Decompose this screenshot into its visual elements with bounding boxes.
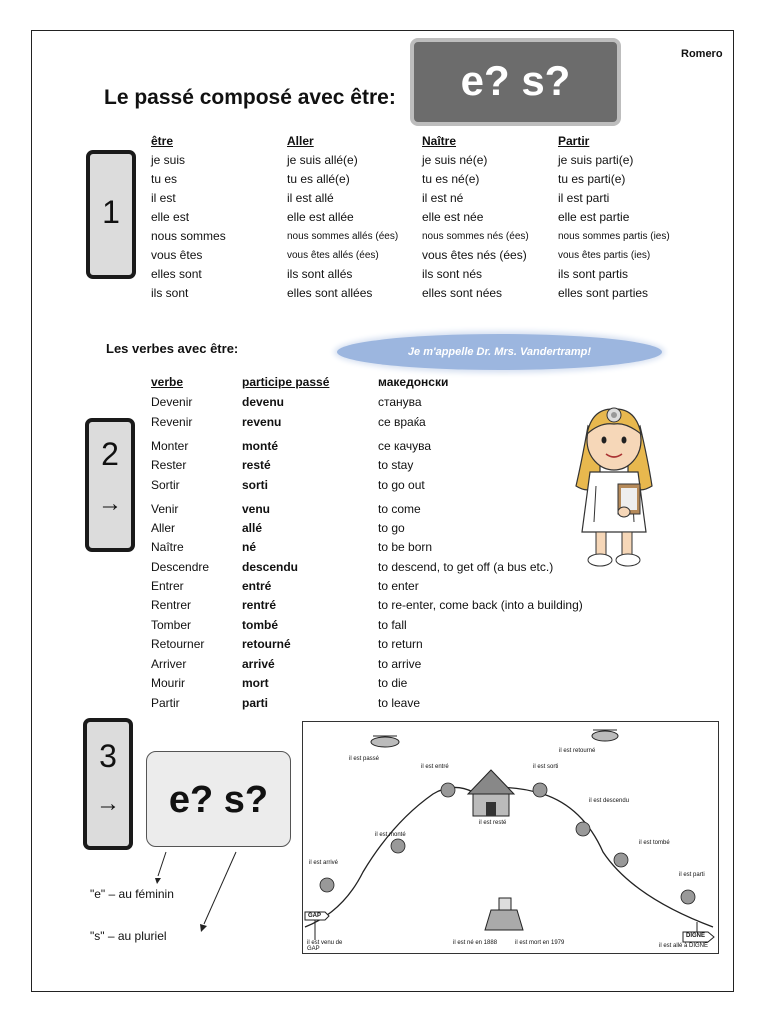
verb-translation: to enter [378,579,419,593]
es-small-box: e? s? [146,751,291,847]
verb-translation: to stay [378,458,414,472]
arrow-icon: → [98,490,122,517]
conjugation-column [151,132,226,303]
conjugation-row: vous êtes partis (ies) [558,250,651,261]
verb-infinitive: Aller [151,521,176,535]
label-monte: il est monté [375,832,406,838]
verb-translation: to be born [378,540,433,554]
verb-translation: to go out [378,478,425,492]
label-ne: il est né en 1888 [453,940,498,946]
verb-translation: станува [378,395,422,409]
mountain-diagram [302,721,719,954]
conjugation-row: tu es né(e) [422,172,480,186]
conjugation-row: elles sont [151,267,202,281]
label-passe: il est passé [349,756,380,762]
label-sorti: il est sorti [533,764,559,770]
conjugation-row: elle est partie [558,210,630,224]
verb-table-header: verbe [151,375,184,389]
conjugation-row: tu es parti(e) [558,172,626,186]
verb-infinitive: Partir [151,696,180,710]
mnemonic-bubble: Je m'appelle Dr. Mrs. Vandertramp! [337,334,662,370]
conjugation-row: elles sont parties [558,286,649,300]
verb-infinitive: Retourner [151,637,205,651]
verb-participle: né [242,540,257,554]
conjugation-row: elles sont nées [422,286,503,300]
verb-infinitive: Descendre [151,560,210,574]
verb-infinitive: Venir [151,502,179,516]
nurse-illustration [566,400,662,572]
conjugation-row: ils sont partis [558,267,629,281]
verb-participle: parti [242,696,269,710]
conjugation-row: je suis né(e) [422,153,488,167]
verb-participle: arrivé [242,657,275,671]
verb-participle: mort [242,676,269,690]
verb-translation: to arrive [378,657,422,671]
verb-infinitive: Monter [151,439,189,453]
label-alle: il est allé à DIGNE [659,943,709,949]
verb-infinitive: Arriver [151,657,187,671]
verb-translation: to re-enter, come back (into a building) [378,598,583,612]
conjugation-row: elle est née [422,210,484,224]
verb-participle: resté [242,458,271,472]
verb-participle: monté [242,439,278,453]
conjugation-row: ils sont [151,286,189,300]
verb-participle: allé [242,521,263,535]
conjugation-header: Partir [558,134,590,148]
conjugation-column [422,132,529,303]
conjugation-row: ils sont nés [422,267,483,281]
conjugation-row: je suis allé(e) [287,153,358,167]
verb-table-header: македонски [378,375,449,389]
note-plural: "s" – au pluriel [90,929,167,943]
verb-infinitive: Devenir [151,395,193,409]
verb-infinitive: Revenir [151,415,193,429]
verb-translation: to leave [378,696,421,710]
conjugation-row: vous êtes allés (ées) [287,250,379,261]
conjugation-row: nous sommes [151,229,226,243]
label-tombe: il est tombé [639,840,670,846]
conjugation-column [287,132,398,303]
conjugation-header: Aller [287,134,314,148]
gap-sign: GAP [308,913,322,919]
conjugation-row: vous êtes [151,248,203,262]
arrow-icon: → [96,790,120,817]
conjugation-row: il est [151,191,176,205]
conjugation-row: il est parti [558,191,610,205]
label-reste: il est resté [479,820,507,826]
digne-sign: DIGNE [686,933,706,939]
section-3-box [83,718,133,850]
conjugation-row: je suis parti(e) [558,153,634,167]
verb-participle: venu [242,502,271,516]
verbs-subtitle: Les verbes avec être: [106,341,239,356]
conjugation-column [558,132,670,303]
section-3-number: 3 [99,738,117,774]
conjugation-header: être [151,134,174,148]
verb-infinitive: Rester [151,458,187,472]
label-descendu: il est descendu [589,798,630,804]
conjugation-header: Naître [422,134,457,148]
note-feminine: "e" – au féminin [90,887,174,901]
conjugation-row: il est allé [287,191,334,205]
conjugation-row: tu es allé(e) [287,172,350,186]
verb-translation: to fall [378,618,407,632]
verb-infinitive: Mourir [151,676,186,690]
verb-translation: to die [378,676,408,690]
label-entre: il est entré [421,764,449,770]
conjugation-row: elle est [151,210,190,224]
label-venu: il est venu de GAP [307,940,343,952]
verb-participle: sorti [242,478,269,492]
conjugation-row: nous sommes nés (ées) [422,231,529,242]
conjugation-row: elle est allée [287,210,354,224]
verb-infinitive: Naître [151,540,184,554]
section-1-number: 1 [86,150,136,279]
label-retourne: il est retourné [559,748,596,754]
verb-participle: rentré [242,598,277,612]
verb-infinitive: Sortir [151,478,180,492]
conjugation-row: vous êtes nés (ées) [422,248,527,262]
verb-participle: descendu [242,560,299,574]
page-title: Le passé composé avec être: [104,86,396,109]
section-2-number: 2 [101,436,119,472]
verb-infinitive: Tomber [151,618,192,632]
verb-participle: retourné [242,637,291,651]
conjugation-row: nous sommes partis (ies) [558,231,670,242]
label-parti: il est parti [679,872,705,878]
verb-table-header: participe passé [242,375,330,389]
conjugation-row: nous sommes allés (ées) [287,231,399,242]
es-question-box: e? s? [410,38,621,126]
verb-translation: to go [378,521,405,535]
conjugation-row: ils sont allés [287,267,353,281]
verb-participle: devenu [242,395,285,409]
conjugation-row: je suis [151,153,186,167]
verb-participle: tombé [242,618,278,632]
verb-participle: entré [242,579,272,593]
conjugation-row: elles sont allées [287,286,373,300]
conjugation-row: il est né [422,191,464,205]
author-name: Romero [681,48,723,60]
section-2-box [85,418,135,552]
conjugation-row: tu es [151,172,178,186]
verb-participle: revenu [242,415,282,429]
label-arrive: il est arrivé [309,860,339,866]
verb-infinitive: Rentrer [151,598,192,612]
verb-translation: се качува [378,439,432,453]
verb-translation: to return [378,637,423,651]
verb-translation: to come [378,502,421,516]
label-mort: il est mort en 1979 [515,940,565,946]
verb-translation: се враќа [378,415,426,429]
verb-infinitive: Entrer [151,579,184,593]
verb-translation: to descend, to get off (a bus etc.) [378,560,554,574]
